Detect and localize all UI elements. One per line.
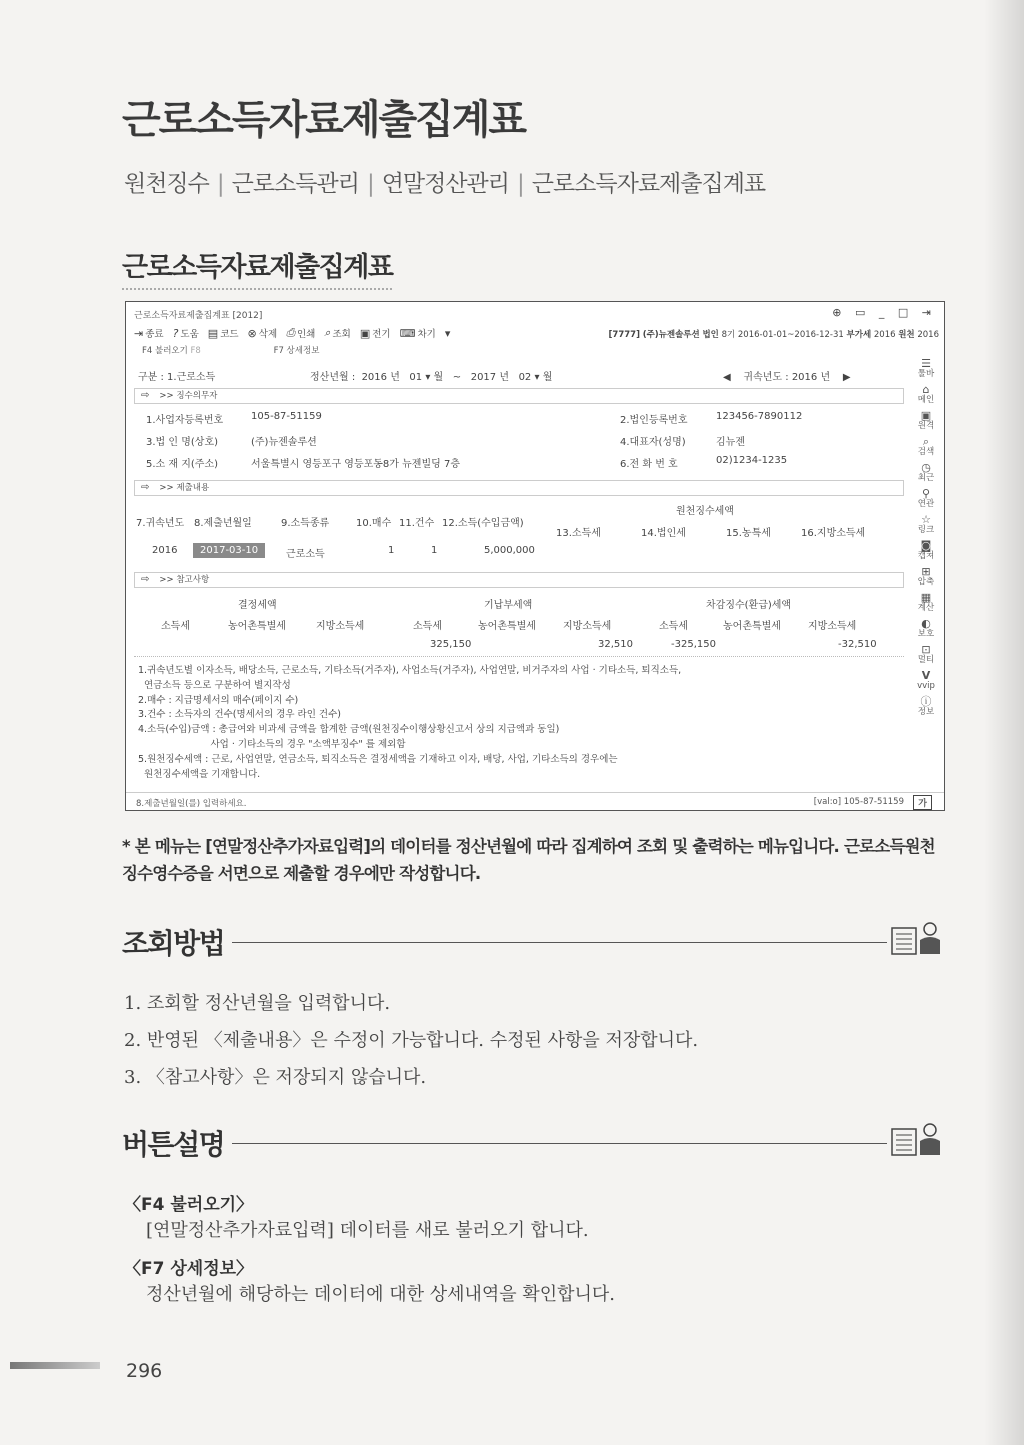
- addr-label: 5.소 재 지(주소): [146, 459, 219, 470]
- window-title: 근로소득자료제출집계표 [2012]: [134, 311, 263, 321]
- more-icon: ▾: [444, 326, 451, 340]
- section-subtitle: 근로소득자료제출집계표: [122, 245, 392, 290]
- sidebar-item-capture[interactable]: ◙ 캡쳐: [917, 539, 935, 561]
- section-bar-withholder[interactable]: ⇨ >> 징수의무자: [134, 388, 904, 404]
- gubun-field[interactable]: 구분 : 1.근로소득: [138, 372, 216, 383]
- biz-no-value[interactable]: 105-87-51159: [251, 411, 322, 422]
- next-year-button[interactable]: ▶: [842, 372, 851, 383]
- sidebar-item-protect[interactable]: ◐ 보호: [917, 617, 935, 639]
- multi-icon: ⊡: [921, 643, 931, 656]
- ref-col: 소득세: [161, 621, 190, 632]
- breadcrumb: 원천징수 | 근로소득관리 | 연말정산관리 | 근로소득자료제출집계표: [124, 171, 766, 197]
- reference-notes: [138, 664, 681, 782]
- ref-col: 농어촌특별세: [723, 621, 781, 632]
- prev-period-button[interactable]: ▣ 전기: [359, 326, 391, 340]
- arrow-icon: ⇨: [141, 482, 150, 493]
- code-icon: ▤: [207, 326, 219, 340]
- section-title-search-method: 조회방법: [122, 927, 225, 960]
- section-title-buttons: 버튼설명: [122, 1128, 225, 1161]
- ref-col: 농어촌특별세: [228, 621, 286, 632]
- col-rural-tax: 15.농특세: [726, 528, 771, 539]
- print-button[interactable]: ⎙ 인쇄: [286, 326, 316, 340]
- belong-year-input[interactable]: 2016: [791, 372, 818, 383]
- note-line: 원천징수세액을 기재합니다.: [138, 768, 261, 780]
- ref-col: 소득세: [659, 621, 688, 632]
- col-belong-year: 7.귀속년도: [136, 518, 185, 529]
- note-line: 4.소득(수입)금액 : 총급여와 비과세 금액을 합계한 금액(원천징수이행상황신고서 상의 지급액과 동일): [138, 724, 560, 736]
- ref-col: 지방소득세: [808, 621, 857, 632]
- menu-icon: ☰: [921, 357, 931, 370]
- code-button[interactable]: ▤ 코드: [207, 326, 239, 340]
- arrow-icon: ⇨: [141, 390, 150, 401]
- ceo-value[interactable]: 김뉴젠: [716, 437, 745, 448]
- ref-value: 32,510: [598, 639, 633, 650]
- note-line: 연금소득 등으로 구분하여 별지작성: [138, 679, 291, 691]
- sidebar-item-recent[interactable]: ◷ 최근: [917, 461, 935, 483]
- note-line: 2.매수 : 지급명세서의 매수(페이지 수): [138, 694, 299, 706]
- ref-group-determined: 결정세액: [238, 600, 277, 611]
- ref-col: 지방소득세: [316, 621, 365, 632]
- sidebar-item-search[interactable]: ⌕ 검색: [917, 435, 935, 457]
- tel-value[interactable]: 02)1234-1235: [716, 455, 788, 466]
- remote-icon: ▣: [920, 409, 932, 422]
- cell-count[interactable]: 1: [431, 545, 438, 556]
- biz-no-label: 1.사업자등록번호: [146, 415, 224, 426]
- from-month-select[interactable]: 01: [409, 372, 423, 383]
- to-month-select[interactable]: 02: [518, 372, 532, 383]
- ref-col: 지방소득세: [563, 621, 612, 632]
- note-line: 사업 · 기타소득의 경우 "소액부징수" 를 제외함: [138, 738, 406, 750]
- ref-value: 325,150: [430, 639, 472, 650]
- from-year-input[interactable]: 2016: [361, 372, 388, 383]
- button-f7-title: 〈F7 상세정보〉: [124, 1259, 254, 1279]
- breadcrumb-item: 연말정산관리: [381, 171, 509, 197]
- delete-icon: ⊗: [247, 326, 257, 340]
- col-income-amount: 12.소득(수입금액): [442, 518, 524, 529]
- copy-icon: ▣: [359, 326, 371, 340]
- button-f4-title: 〈F4 불러오기〉: [124, 1195, 254, 1215]
- belong-year-field: ◀ 귀속년도 : 2016 년 ▶: [723, 372, 851, 383]
- sidebar-item-multi[interactable]: ⊡ 멀티: [917, 643, 935, 665]
- page-marker-bar: [10, 1362, 100, 1369]
- help-button[interactable]: ? 도움: [172, 326, 199, 340]
- star-icon: ☆: [921, 513, 931, 526]
- section-rule: [232, 942, 887, 943]
- ref-col: 소득세: [413, 621, 442, 632]
- shield-icon: ◐: [921, 617, 931, 630]
- ime-toggle-button[interactable]: 가: [913, 795, 932, 810]
- more-button[interactable]: [445, 326, 451, 340]
- col-corp-tax: 14.법인세: [641, 528, 686, 539]
- breadcrumb-item: 원천징수: [124, 171, 209, 197]
- sidebar-item-calc[interactable]: ▦ 계산: [917, 591, 935, 613]
- cell-belong-year[interactable]: 2016: [152, 545, 178, 556]
- sidebar-item-related[interactable]: ⚲ 연관: [917, 487, 935, 509]
- step-item: 3. 〈참고사항〉은 저장되지 않습니다.: [124, 1067, 427, 1088]
- corp-name-value[interactable]: (주)뉴젠솔루션: [251, 437, 317, 448]
- search-icon: ⌕: [324, 326, 331, 339]
- button-f4-desc: [연말정산추가자료입력] 데이터를 새로 불러오기 합니다.: [146, 1220, 589, 1241]
- camera-icon: ◙: [920, 539, 932, 552]
- col-pages: 10.매수: [356, 518, 392, 529]
- page-number: 296: [126, 1360, 163, 1382]
- exit-icon: ⇥: [134, 326, 144, 340]
- next-period-button[interactable]: ⌨ 차기: [399, 326, 436, 340]
- side-toolbar: [911, 358, 941, 718]
- submit-date-input[interactable]: 2017-03-10: [193, 543, 265, 558]
- status-info: [val:o] 105-87-51159: [813, 797, 904, 807]
- cell-pages[interactable]: 1: [388, 545, 395, 556]
- sidebar-item-link[interactable]: ☆ 링크: [917, 513, 935, 535]
- col-income-type: 9.소득종류: [281, 518, 330, 529]
- ref-group-prepaid: 기납부세액: [484, 600, 533, 611]
- col-income-tax: 13.소득세: [556, 528, 601, 539]
- cell-income-amount[interactable]: 5,000,000: [484, 545, 535, 556]
- step-item: 2. 반영된 〈제출내용〉은 수정이 가능합니다. 수정된 사항을 저장합니다.: [124, 1030, 699, 1051]
- section-bar-submit[interactable]: ⇨ >> 제출내용: [134, 480, 904, 496]
- addr-value[interactable]: 서울특별시 영등포구 영등포동8가 뉴젠빌딩 7층: [251, 459, 460, 470]
- arrow-icon: ⇨: [141, 574, 150, 585]
- clock-icon: ◷: [921, 461, 931, 474]
- search-steps: [124, 985, 698, 1096]
- page-title: 근로소득자료제출집계표: [122, 97, 526, 143]
- section-bar-reference[interactable]: ⇨ >> 참고사항: [134, 572, 904, 588]
- note-line: 5.원천징수세액 : 근로, 사업연말, 연금소득, 퇴직소득은 결정세액을 기재하고 이자, 배당, 사업, 기타소득의 경우에는: [138, 753, 618, 765]
- link-icon: ⚲: [921, 487, 931, 500]
- menu-note: * 본 메뉴는 [연말정산추가자료입력]의 데이터를 정산년월에 따라 집계하여 조회 및 출력하는 메뉴입니다. 근로소득원천 징수영수증을 서면으로 제출할 경우에만 작성합니다.: [122, 837, 935, 883]
- print-icon: ⎙: [286, 326, 295, 339]
- col-submit-date: 8.제출년월일: [194, 518, 252, 529]
- info-icon: ⓘ: [920, 695, 932, 708]
- breadcrumb-item: 근로소득자료제출집계표: [531, 171, 766, 197]
- delete-button[interactable]: ⊗ 삭제: [247, 326, 278, 340]
- f7-detail-button[interactable]: F7 상세정보: [273, 346, 320, 356]
- note-line: 1.귀속년도별 이자소득, 배당소득, 근로소득, 기타소득(거주자), 사업소득(거주자), 사업연말, 비거주자의 사업 · 기타소득, 퇴직소득,: [138, 665, 682, 676]
- search-icon: ⌕: [922, 435, 930, 448]
- section-rule: [232, 1143, 887, 1144]
- note-line: 3.건수 : 소득자의 건수(명세서의 경우 라인 건수): [138, 709, 341, 721]
- key-icon: ⌨: [399, 326, 416, 340]
- status-bar: [126, 792, 944, 810]
- period-field: 정산년월 : 2016 년 01 ▾ 월 ~ 2017 년 02 ▾ 월: [310, 372, 553, 383]
- page-edge-shadow: [984, 0, 1024, 1445]
- col-group-withholding: 원천징수세액: [676, 506, 734, 517]
- toolbar: [134, 326, 450, 340]
- book-reader-icon: [890, 1121, 942, 1157]
- f4-load-button[interactable]: F4 불러오기: [142, 346, 188, 356]
- window-controls[interactable]: ⊕ ▭ _ □ ⇥: [832, 306, 936, 319]
- sidebar-item-main[interactable]: ⌂ 메인: [917, 383, 935, 405]
- ref-value: -325,150: [671, 639, 716, 650]
- tel-label: 6.전 화 번 호: [620, 459, 678, 470]
- app-window: [125, 301, 945, 811]
- ref-group-diff: 차감징수(환급)세액: [706, 600, 792, 611]
- breadcrumb-item: 근로소득관리: [231, 171, 359, 197]
- corp-no-value[interactable]: 123456-7890112: [716, 411, 803, 422]
- button-f7-desc: 정산년월에 해당하는 데이터에 대한 상세내역을 확인합니다.: [146, 1284, 616, 1305]
- book-reader-icon: [890, 920, 942, 956]
- step-item: 1. 조회할 정산년월을 입력합니다.: [124, 993, 391, 1014]
- divider: [134, 656, 904, 657]
- sidebar-item-remote[interactable]: ▣ 원격: [917, 409, 935, 431]
- home-icon: ⌂: [922, 383, 930, 396]
- help-icon: ?: [172, 326, 179, 340]
- company-info: [7777] (주)뉴젠솔루션 법인 8기 2016-01-01~2016-12-31 부가세 2016 원천 2016: [608, 330, 939, 340]
- corp-no-label: 2.법인등록번호: [620, 415, 688, 426]
- prev-year-button[interactable]: ◀: [723, 372, 731, 383]
- col-local-tax: 16.지방소득세: [801, 528, 866, 539]
- corp-name-label: 3.법 인 명(상호): [146, 437, 219, 448]
- vvip-icon: V: [921, 669, 931, 682]
- ref-value: -32,510: [838, 639, 877, 650]
- ceo-label: 4.대표자(성명): [620, 437, 686, 448]
- to-year-input[interactable]: 2017: [470, 372, 497, 383]
- function-keys: F4 불러오기 F8 F7 상세정보: [142, 346, 320, 356]
- search-button[interactable]: ⌕ 조회: [324, 326, 351, 340]
- cell-income-type[interactable]: 근로소득: [286, 549, 325, 560]
- sidebar-item-toolbar[interactable]: ☰ 툴바: [917, 357, 935, 379]
- status-message: 8.제출년월일(를) 입력하세요.: [136, 799, 247, 809]
- calculator-icon: ▦: [920, 591, 932, 604]
- col-count: 11.건수: [399, 518, 435, 529]
- exit-button[interactable]: ⇥ 종료: [134, 326, 164, 340]
- sidebar-item-info[interactable]: ⓘ 정보: [917, 695, 935, 717]
- zip-icon: ⊞: [921, 565, 931, 578]
- sidebar-item-vvip[interactable]: V vvip: [917, 669, 935, 691]
- ref-col: 농어촌특별세: [478, 621, 536, 632]
- sidebar-item-zip[interactable]: ⊞ 압축: [917, 565, 935, 587]
